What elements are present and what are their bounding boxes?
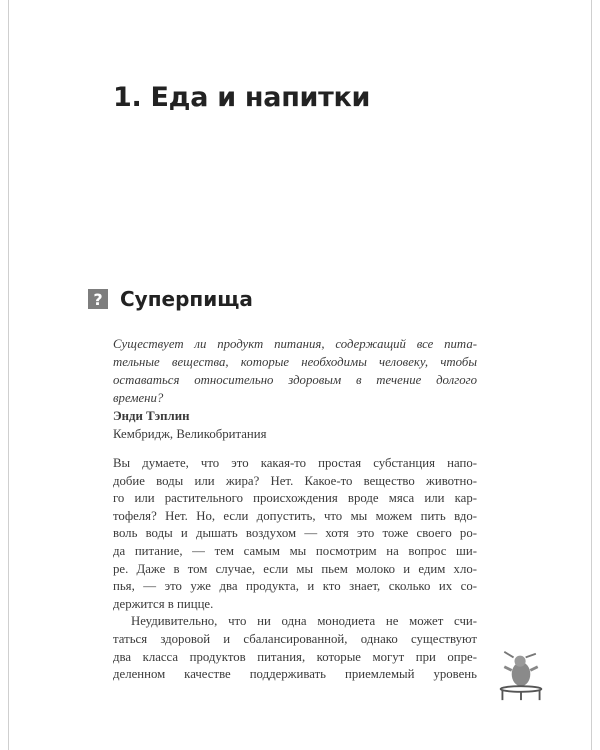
body-line: добие воды или жира? Нет. Какое-то вещество животно- [113,473,477,488]
trampoline-mascot-illustration [495,648,547,704]
reader-question [113,335,477,443]
author-name: Энди Тэплин [113,409,190,423]
question-line: времени? [113,391,164,405]
body-line: два класса продуктов питания, которые могут при опре- [113,649,477,664]
body-line: Вы думаете, что это какая-то простая субстанция напо- [113,456,477,470]
answer-text [113,455,477,684]
page-edge-right [591,0,592,750]
author-location: Кембридж, Великобритания [113,427,267,441]
body-line: пья, — это уже два продукта, и кто знает, сколько их со- [113,579,477,594]
body-line: ре. Даже в том случае, если мы пьем молоко и едим хло- [113,561,477,576]
section-heading [88,287,253,311]
question-line: тельные вещества, которые необходимы человеку, чтобы [113,355,477,369]
body-line: да питание, — тем самым мы посмотрим на вопрос ши- [113,543,477,558]
chapter-title: 1. Еда и напитки [113,82,371,113]
question-line: Существует ли продукт питания, содержащий все пита- [113,337,477,351]
body-line: воль воды и дышать воздухом — хотя это тоже своего ро- [113,526,477,541]
body-line: таться здоровой и сбалансированной, однако существуют [113,631,477,646]
question-line: оставаться относительно здоровым в течение долгого [113,373,477,387]
page-edge-left [8,0,9,750]
section-title: Суперпища [120,287,253,311]
body-line: тофеля? Нет. Но, если допустить, что мы можем пить вдо- [113,508,477,523]
question-mark-icon: ? [88,289,108,309]
body-line: Неудивительно, что ни одна монодиета не может счи- [131,614,477,629]
body-line: го или растительного происхождения вроде мяса или кар- [113,491,477,506]
body-line: держится в пицце. [113,596,214,611]
body-line: деленном качестве поддерживать приемлемый уровень [113,667,477,682]
